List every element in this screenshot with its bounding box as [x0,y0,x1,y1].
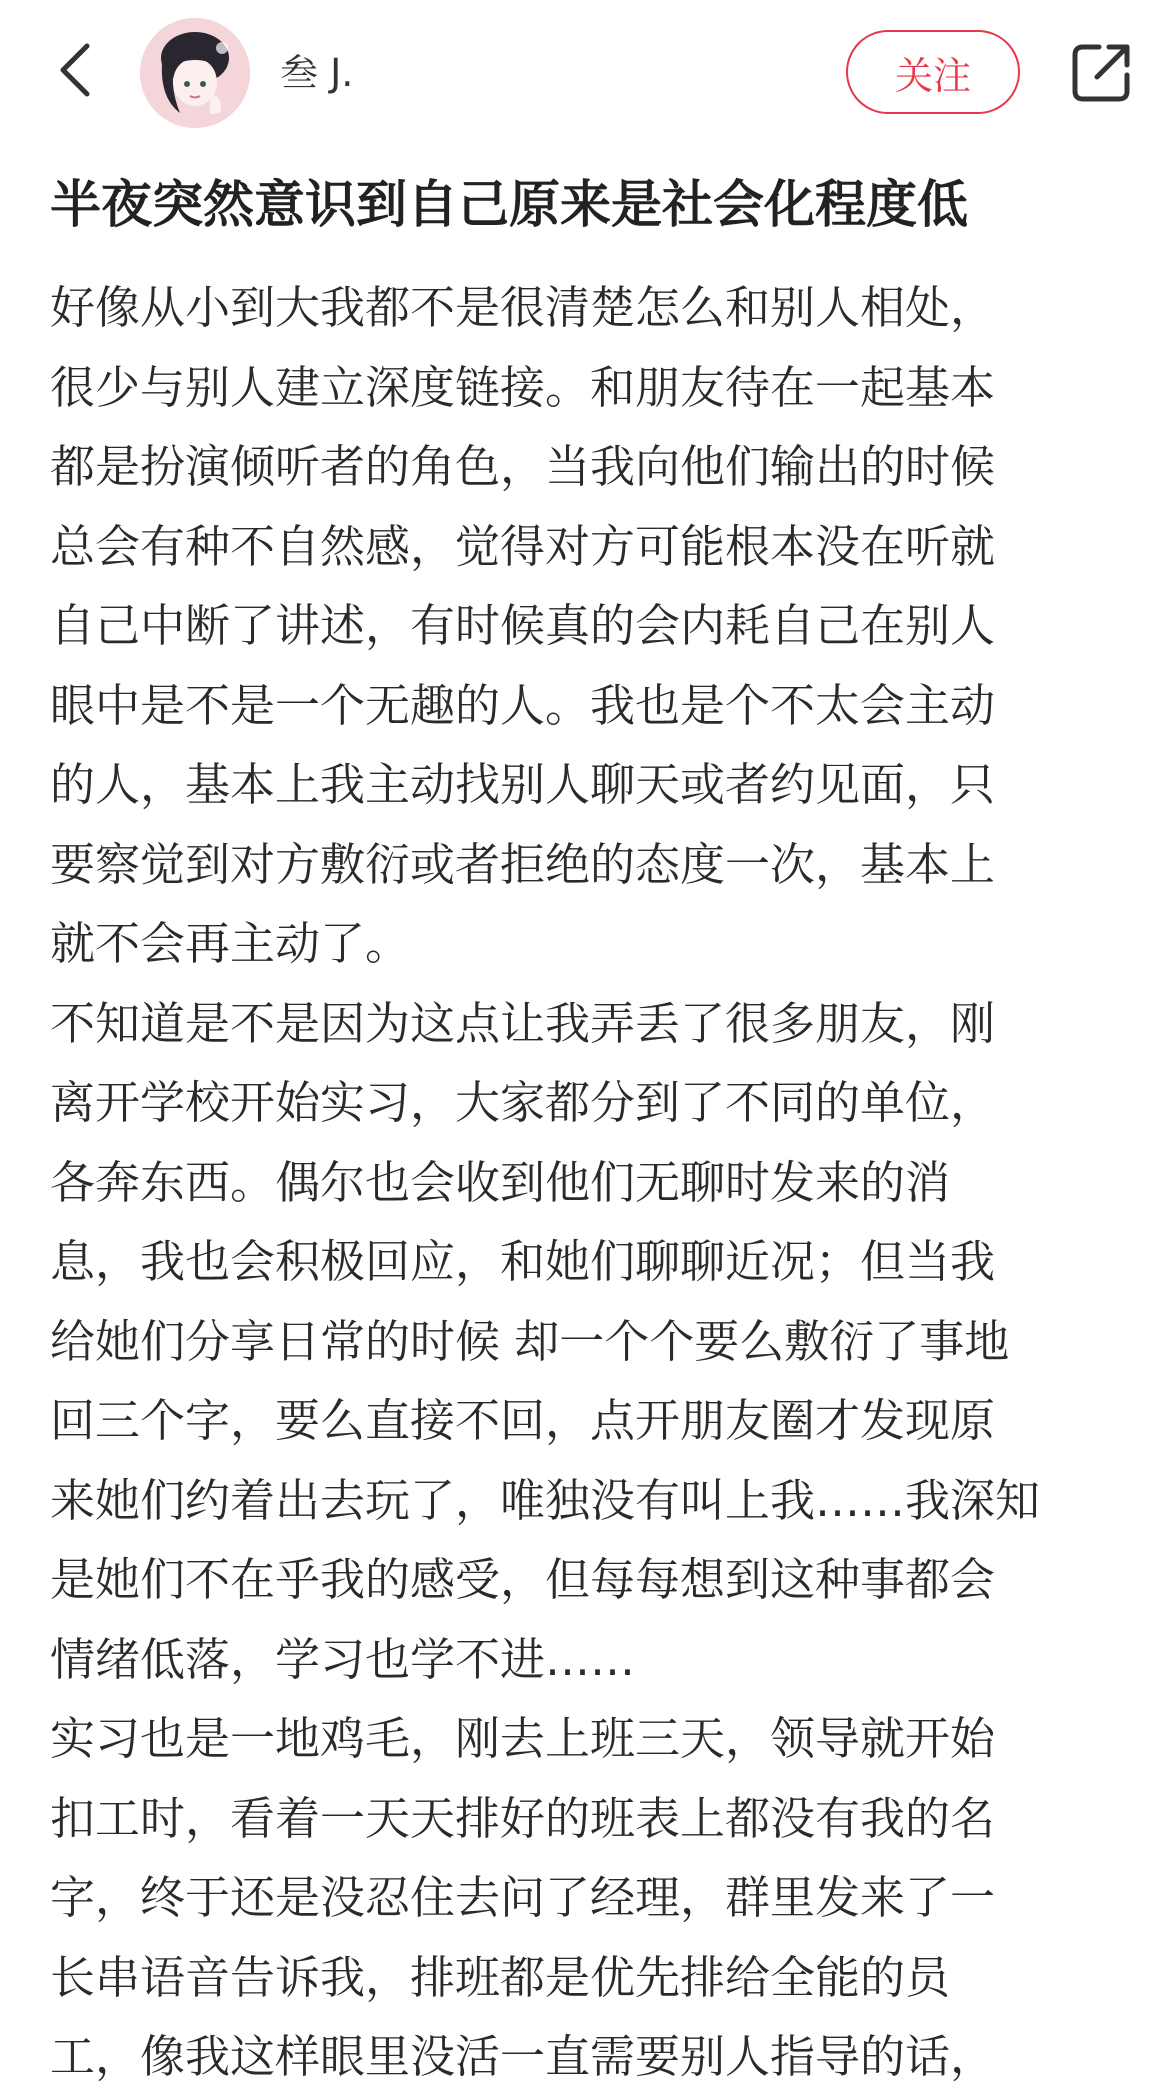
post-body-line: 回三个字，要么直接不回，点开朋友圈才发现原 [50,1394,996,1447]
share-button[interactable] [1064,36,1138,110]
post-body-line: 长串语音告诉我，排班都是优先排给全能的员 [50,1950,951,2004]
post-body-line: 要察觉到对方敷衍或者拒绝的态度一次，基本上 [50,837,996,891]
avatar[interactable] [140,18,250,128]
post-body-line: 息，我也会积极回应，和她们聊聊近况；但当我 [50,1235,996,1288]
top-bar [0,0,1170,140]
chevron-left-icon [55,40,95,100]
post-title: 半夜突然意识到自己原来是社会化程度低 [50,176,969,235]
post-body-line: 情绪低落，学习也学不进…… [50,1632,636,1686]
post-body-line: 实习也是一地鸡毛，刚去上班三天，领导就开始 [50,1712,996,1765]
post-body-line: 眼中是不是一个无趣的人。我也是个不太会主动 [50,678,996,732]
username[interactable]: 叁 J. [280,51,354,95]
share-icon [1069,41,1133,105]
back-button[interactable] [40,30,110,110]
post-body-line: 总会有种不自然感，觉得对方可能根本没在听就 [50,519,996,573]
post-body-line: 的人，基本上我主动找别人聊天或者约见面，只 [50,758,996,811]
post-body-line: 各奔东西。偶尔也会收到他们无聊时发来的消 [50,1155,951,1209]
post-body-line: 给她们分享日常的时候 却一个个要么敷衍了事地 [50,1314,1010,1368]
post-body-line: 扣工时，看着一天天排好的班表上都没有我的名 [50,1791,996,1845]
post-body [50,268,1130,2097]
post-body-line: 字，终于还是没忍住去问了经理，群里发来了一 [50,1871,996,1924]
post-body-line: 来她们约着出去玩了，唯独没有叫上我……我深知 [50,1473,1041,1527]
post-body-line: 不知道是不是因为这点让我弄丢了很多朋友，刚 [50,996,996,1050]
post-body-line: 就不会再主动了。 [50,917,411,970]
post-body-line: 离开学校开始实习，大家都分到了不同的单位， [50,1076,996,1129]
post-body-line: 都是扮演倾听者的角色，当我向他们输出的时候 [50,440,996,493]
follow-button[interactable]: 关注 [846,30,1020,114]
user-avatar-image [140,18,250,128]
post-body-line: 自己中断了讲述，有时候真的会内耗自己在别人 [50,599,996,652]
post-body-line: 好像从小到大我都不是很清楚怎么和别人相处， [50,281,996,334]
post-body-line: 很少与别人建立深度链接。和朋友待在一起基本 [50,360,996,414]
post-body-line: 是她们不在乎我的感受，但每每想到这种事都会 [50,1553,996,1606]
post-body-line: 工，像我这样眼里没活一直需要别人指导的话， [50,2030,996,2083]
